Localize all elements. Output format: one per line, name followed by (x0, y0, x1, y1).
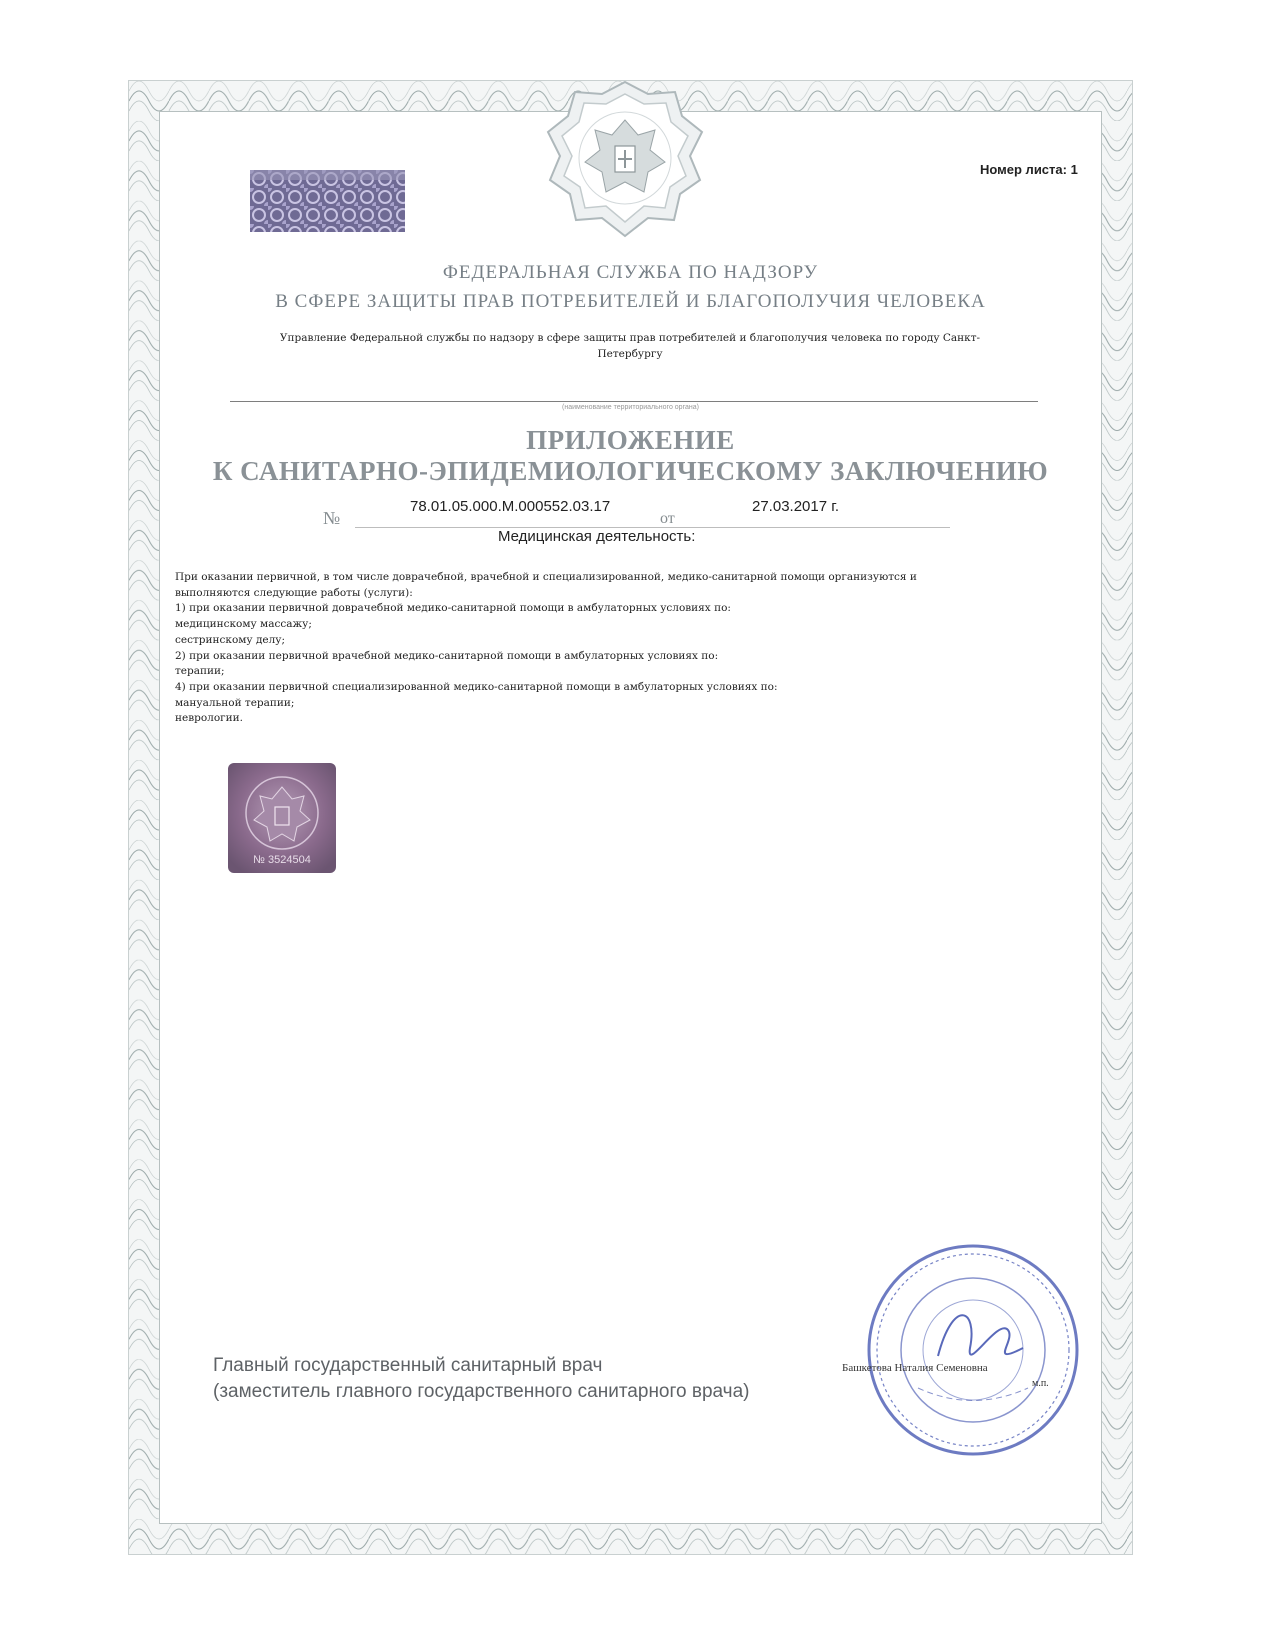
body-line: 2) при оказании первичной врачебной медико-санитарной помощи в амбулаторных условиях по: (175, 649, 719, 662)
rospotrebnadzor-emblem (540, 80, 710, 240)
agency-name-line2: В СФЕРЕ ЗАЩИТЫ ПРАВ ПОТРЕБИТЕЛЕЙ И БЛАГОПОЛУЧИЯ ЧЕЛОВЕКА (275, 291, 986, 312)
territorial-office-line1: Управление Федеральной службы по надзору в сфере защиты прав потребителей и благополучия человека по городу Санкт- (279, 332, 981, 344)
conclusion-number: 78.01.05.000.М.000552.03.17 (410, 498, 611, 515)
stamp-mark: м.п. (1032, 1378, 1049, 1389)
hologram-sticker (228, 763, 336, 873)
body-line: 4) при оказании первичной специализированной медико-санитарной помощи в амбулаторных условиях по: (175, 680, 778, 693)
sheet-number: Номер листа: 1 (980, 162, 1078, 177)
activity-type: Медицинская деятельность: (498, 528, 696, 545)
body-line: медицинскому массажу; (175, 618, 312, 631)
body-line: 1) при оказании первичной доврачебной медико-санитарной помощи в амбулаторных условиях по: (175, 602, 731, 615)
hologram-strip (250, 170, 405, 232)
services-list (175, 570, 1055, 727)
body-line: сестринскому делу; (175, 633, 286, 646)
hologram-number: № 3524504 (253, 854, 311, 866)
divider-line (230, 401, 1038, 402)
body-line: терапии; (175, 665, 225, 678)
signatory-name: Башкетова Наталия Семеновна (842, 1362, 988, 1374)
from-word: от (660, 510, 675, 527)
office-caption: (наименование территориального органа) (562, 404, 699, 411)
document-subtitle: К САНИТАРНО-ЭПИДЕМИОЛОГИЧЕСКОМУ ЗАКЛЮЧЕНИЮ (212, 456, 1049, 486)
body-line: При оказании первичной, в том числе доврачебной, врачебной и специализированной, медико-санитарной помощи организуются и (175, 571, 917, 583)
number-sign: № (323, 508, 341, 528)
territorial-office (220, 330, 1040, 362)
body-line: мануальной терапии; (175, 696, 295, 709)
conclusion-date: 27.03.2017 г. (752, 498, 840, 515)
signatory-position-alt: (заместитель главного государственного санитарного врача) (213, 1381, 750, 1402)
body-line: выполняются следующие работы (услуги): (175, 586, 413, 599)
official-seal (858, 1238, 1088, 1463)
agency-name-line1: ФЕДЕРАЛЬНАЯ СЛУЖБА ПО НАДЗОРУ (442, 262, 819, 283)
body-line: неврологии. (175, 712, 243, 725)
document-title: ПРИЛОЖЕНИЕ (526, 425, 735, 455)
territorial-office-line2: Петербургу (597, 348, 663, 360)
signatory-position: Главный государственный санитарный врач (213, 1355, 603, 1376)
